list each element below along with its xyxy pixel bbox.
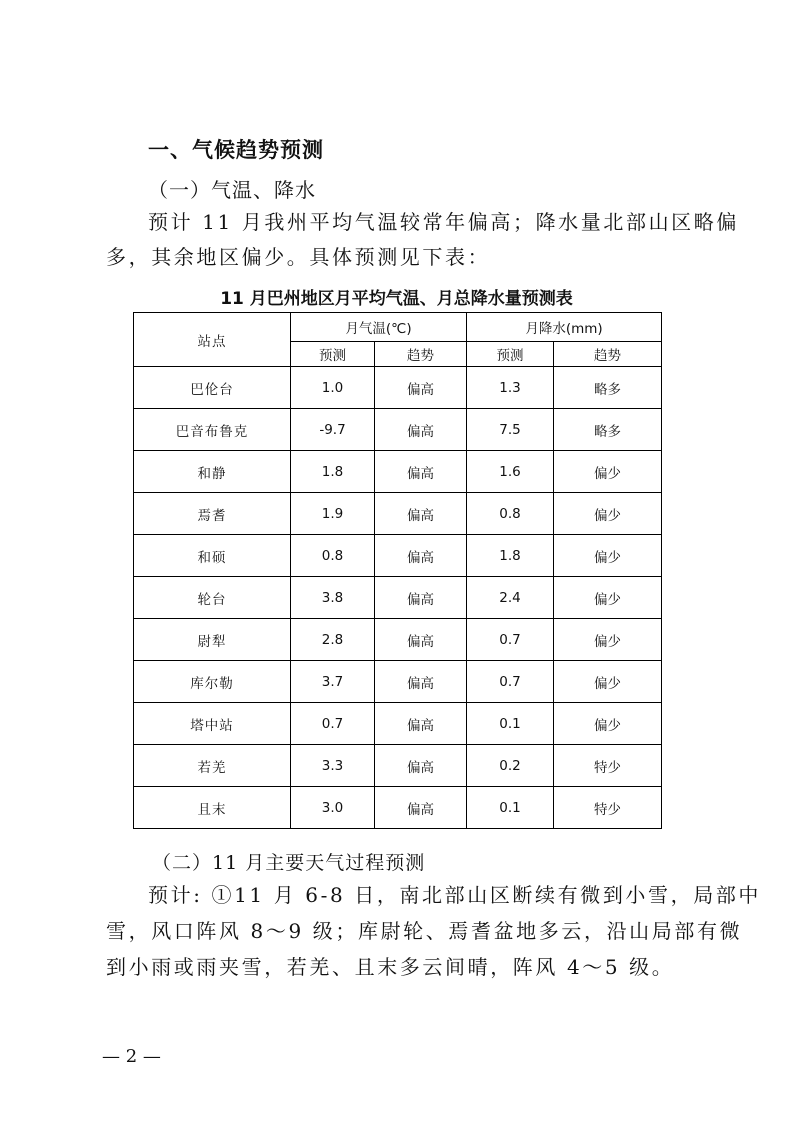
- station-cell: 若羌: [134, 745, 291, 787]
- table-row: [134, 787, 662, 829]
- table-row: [134, 661, 662, 703]
- temp-value-cell: 0.7: [291, 703, 375, 745]
- precip-value-cell: 0.8: [467, 493, 554, 535]
- station-cell: 巴伦台: [134, 367, 291, 409]
- precip-value-cell: 1.8: [467, 535, 554, 577]
- header-precip-forecast: 预测: [467, 342, 554, 367]
- temp-trend-cell: 偏高: [375, 493, 467, 535]
- weather-paragraph-line-1: 预计: ①11 月 6-8 日，南北部山区断续有微到小雪，局部中: [148, 883, 762, 907]
- temp-trend-cell: 偏高: [375, 661, 467, 703]
- station-cell: 塔中站: [134, 703, 291, 745]
- table-row: [134, 367, 662, 409]
- temp-value-cell: 3.8: [291, 577, 375, 619]
- subsection-heading-weather-process: （二）11 月主要天气过程预测: [152, 852, 426, 874]
- temp-value-cell: -9.7: [291, 409, 375, 451]
- table-title: 11 月巴州地区月平均气温、月总降水量预测表: [220, 289, 573, 309]
- header-temp-forecast: 预测: [291, 342, 375, 367]
- weather-paragraph-line-3: 到小雨或雨夹雪，若羌、且末多云间晴，阵风 4～5 级。: [106, 955, 675, 979]
- precip-trend-cell: 偏少: [554, 493, 662, 535]
- intro-paragraph-line-2: 多，其余地区偏少。具体预测见下表：: [106, 245, 491, 269]
- precip-trend-cell: 偏少: [554, 661, 662, 703]
- precip-value-cell: 0.1: [467, 787, 554, 829]
- temp-trend-cell: 偏高: [375, 619, 467, 661]
- page-number: — 2 —: [102, 1046, 161, 1067]
- temp-trend-cell: 偏高: [375, 535, 467, 577]
- precip-trend-cell: 偏少: [554, 535, 662, 577]
- precip-value-cell: 0.1: [467, 703, 554, 745]
- table-row: [134, 577, 662, 619]
- temp-value-cell: 3.0: [291, 787, 375, 829]
- precip-value-cell: 2.4: [467, 577, 554, 619]
- subsection-heading-temperature-precipitation: （一）气温、降水: [148, 178, 316, 202]
- precip-value-cell: 7.5: [467, 409, 554, 451]
- precip-value-cell: 0.7: [467, 661, 554, 703]
- station-cell: 尉犁: [134, 619, 291, 661]
- precip-trend-cell: 略多: [554, 367, 662, 409]
- temp-trend-cell: 偏高: [375, 577, 467, 619]
- station-cell: 和硕: [134, 535, 291, 577]
- station-cell: 库尔勒: [134, 661, 291, 703]
- table-row: [134, 745, 662, 787]
- precip-trend-cell: 特少: [554, 787, 662, 829]
- header-monthly-precipitation: 月降水(mm): [467, 313, 662, 342]
- temp-trend-cell: 偏高: [375, 367, 467, 409]
- temp-value-cell: 1.0: [291, 367, 375, 409]
- header-precip-trend: 趋势: [554, 342, 662, 367]
- station-cell: 轮台: [134, 577, 291, 619]
- station-cell: 且末: [134, 787, 291, 829]
- temp-trend-cell: 偏高: [375, 703, 467, 745]
- temp-trend-cell: 偏高: [375, 451, 467, 493]
- temp-value-cell: 3.3: [291, 745, 375, 787]
- precip-trend-cell: 偏少: [554, 451, 662, 493]
- station-cell: 焉耆: [134, 493, 291, 535]
- header-monthly-temperature: 月气温(℃): [291, 313, 467, 342]
- precip-value-cell: 1.6: [467, 451, 554, 493]
- temp-value-cell: 3.7: [291, 661, 375, 703]
- table-row: [134, 493, 662, 535]
- table-row: [134, 409, 662, 451]
- station-cell: 和静: [134, 451, 291, 493]
- temp-value-cell: 1.8: [291, 451, 375, 493]
- precip-trend-cell: 特少: [554, 745, 662, 787]
- precip-trend-cell: 偏少: [554, 703, 662, 745]
- temp-trend-cell: 偏高: [375, 745, 467, 787]
- intro-paragraph-line-1: 预计 11 月我州平均气温较常年偏高；降水量北部山区略偏: [148, 210, 739, 234]
- temp-trend-cell: 偏高: [375, 409, 467, 451]
- temp-value-cell: 1.9: [291, 493, 375, 535]
- precip-trend-cell: 偏少: [554, 577, 662, 619]
- section-heading: 一、气候趋势预测: [148, 138, 324, 162]
- forecast-table: [133, 312, 662, 829]
- precip-value-cell: 0.2: [467, 745, 554, 787]
- temp-value-cell: 0.8: [291, 535, 375, 577]
- precip-trend-cell: 偏少: [554, 619, 662, 661]
- header-station: 站点: [134, 313, 291, 367]
- weather-paragraph-line-2: 雪，风口阵风 8～9 级；库尉轮、焉耆盆地多云，沿山局部有微: [106, 919, 743, 943]
- header-temp-trend: 趋势: [375, 342, 467, 367]
- precip-value-cell: 1.3: [467, 367, 554, 409]
- precip-value-cell: 0.7: [467, 619, 554, 661]
- table-row: [134, 619, 662, 661]
- temp-value-cell: 2.8: [291, 619, 375, 661]
- precip-trend-cell: 略多: [554, 409, 662, 451]
- table-row: [134, 703, 662, 745]
- temp-trend-cell: 偏高: [375, 787, 467, 829]
- table-row: [134, 535, 662, 577]
- station-cell: 巴音布鲁克: [134, 409, 291, 451]
- table-row: [134, 451, 662, 493]
